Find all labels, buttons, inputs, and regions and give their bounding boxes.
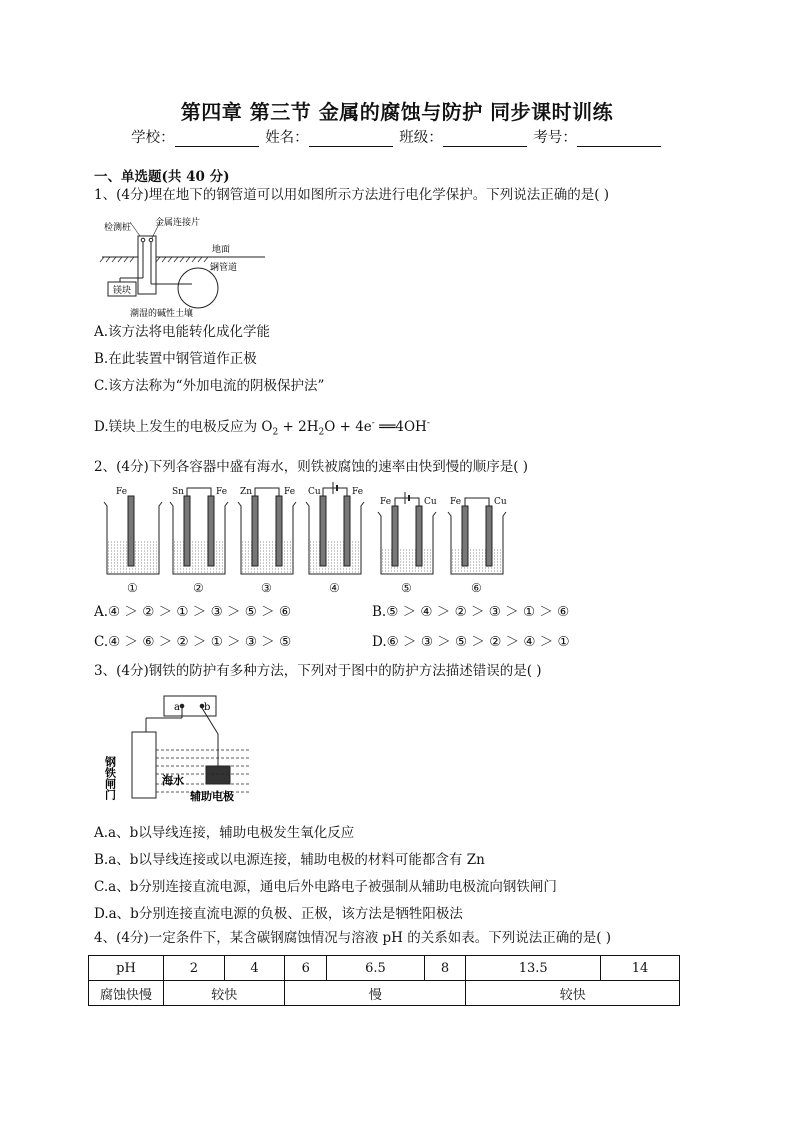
q4-table-row-rate	[89, 981, 680, 1006]
wire	[323, 488, 347, 496]
q2-stem: 2、(4分)下列各容器中盛有海水，则铁被腐蚀的速率由快到慢的顺序是( )	[94, 459, 529, 475]
label-soil: 潮湿的碱性土壤	[130, 309, 194, 319]
q1-option-a[interactable]: A.该方法将电能转化成化学能	[94, 324, 271, 340]
electrode	[344, 496, 350, 566]
wire	[187, 488, 211, 496]
q1-stem: 1、(4分)埋在地下的钢管道可以用如图所示方法进行电化学保护。下列说法正确的是( )	[94, 187, 610, 203]
electrode	[486, 506, 492, 566]
electrode	[184, 496, 190, 566]
q3-option-d[interactable]: D.a、b分别连接直流电源的负极、正极，该方法是牺牲阳极法	[94, 906, 463, 922]
label-ground: 地面	[212, 245, 231, 255]
electrode	[208, 496, 214, 566]
student-info	[0, 126, 794, 147]
ph-value: 8	[424, 956, 466, 981]
q3-label-aux: 辅助电极	[190, 790, 234, 803]
q1-d-sub2: 2	[318, 427, 325, 438]
number-blank[interactable]	[577, 132, 661, 147]
electrode	[320, 496, 326, 566]
ph-value: 6	[285, 956, 327, 981]
electrode-label: Fe	[450, 497, 462, 507]
wire	[395, 498, 419, 506]
q4-table	[88, 955, 680, 1006]
electrode-label: Fe	[216, 487, 228, 497]
q3-figure	[103, 692, 256, 807]
ph-header: pH	[89, 956, 164, 981]
name-blank[interactable]	[309, 132, 393, 147]
label-connector: 金属连接片	[155, 218, 201, 228]
rate-value: 较快	[466, 981, 680, 1006]
electrode	[416, 506, 422, 566]
electrode	[128, 496, 134, 566]
electrode	[392, 506, 398, 566]
class-label: 班级：	[399, 130, 443, 146]
beaker-number: ⑤	[401, 581, 412, 595]
class-blank[interactable]	[443, 132, 527, 147]
q1-d-part4: ══4OH	[374, 419, 427, 435]
q4-table-row-ph	[89, 956, 680, 981]
q1-d-sup1: -	[371, 418, 375, 429]
name-label: 姓名：	[265, 130, 309, 146]
q2-figure	[96, 484, 536, 596]
q1-d-sub1: 2	[272, 427, 279, 438]
q4-stem: 4、(4分)一定条件下，某含碳钢腐蚀情况与溶液 pH 的关系如表。下列说法正确的是( )	[94, 930, 612, 946]
rate-header: 腐蚀快慢	[89, 981, 164, 1006]
electrode-label: Cu	[424, 497, 437, 507]
q2-option-a[interactable]: A.④ ＞ ② ＞ ① ＞ ③ ＞ ⑤ ＞ ⑥	[94, 604, 292, 620]
q3-option-a[interactable]: A.a、b以导线连接，辅助电极发生氧化反应	[94, 825, 355, 841]
q3-label-gate: 钢铁闸门	[103, 756, 117, 800]
q1-option-d[interactable]	[94, 415, 430, 438]
electrode-label: Fe	[380, 497, 392, 507]
page-title: 第四章 第三节 金属的腐蚀与防护 同步课时训练	[180, 100, 614, 124]
label-mg: 镁块	[113, 286, 132, 296]
label-detector: 检测桩	[104, 223, 132, 233]
q3-label-a: a	[174, 702, 180, 713]
label-pipe: 钢管道	[210, 263, 238, 273]
ph-value: 6.5	[327, 956, 425, 981]
beaker-number: ①	[127, 581, 138, 595]
q3-stem: 3、(4分)钢铁的防护有多种方法，下列对于图中的防护方法描述错误的是( )	[94, 663, 542, 679]
ph-value: 13.5	[466, 956, 601, 981]
electrode-label: Zn	[240, 487, 253, 497]
electrode	[276, 496, 282, 566]
q1-option-b[interactable]: B.在此装置中钢管道作正极	[94, 351, 257, 367]
beaker-number: ③	[261, 581, 272, 595]
beaker-number: ⑥	[471, 581, 482, 595]
ph-value: 4	[224, 956, 285, 981]
q1-option-c[interactable]: C.该方法称为“外加电流的阴极保护法”	[94, 378, 325, 394]
q1-d-part1: D.镁块上发生的电极反应为 O	[94, 419, 273, 435]
q1-d-sup2: -	[426, 418, 430, 429]
electrode-label: Fe	[116, 487, 128, 497]
q1-d-part2: + 2H	[278, 419, 319, 435]
section-heading: 一、单选题(共 40 分)	[94, 169, 230, 185]
q3-label-b: b	[204, 702, 211, 713]
q2-option-d[interactable]: D.⑥ ＞ ③ ＞ ⑤ ＞ ② ＞ ④ ＞ ①	[372, 634, 570, 650]
electrode-label: Cu	[308, 487, 321, 497]
beaker-number: ②	[193, 581, 204, 595]
q3-label-sea: 海水	[162, 774, 184, 787]
ph-value: 14	[601, 956, 680, 981]
wire	[465, 498, 489, 506]
electrode-label: Sn	[172, 487, 184, 497]
wire	[255, 488, 279, 496]
rate-value: 慢	[285, 981, 466, 1006]
beaker-number: ④	[329, 581, 340, 595]
q2-option-c[interactable]: C.④ ＞ ⑥ ＞ ② ＞ ① ＞ ③ ＞ ⑤	[94, 634, 292, 650]
electrode-label: Fe	[352, 487, 364, 497]
electrode	[252, 496, 258, 566]
school-label: 学校：	[131, 130, 175, 146]
q1-d-part3: O + 4e	[324, 419, 372, 435]
q1-figure	[100, 212, 270, 320]
school-blank[interactable]	[175, 132, 259, 147]
ph-value: 2	[164, 956, 225, 981]
q3-option-b[interactable]: B.a、b以导线连接或以电源连接，辅助电极的材料可能都含有 Zn	[94, 852, 485, 868]
rate-value: 较快	[164, 981, 285, 1006]
q3-option-c[interactable]: C.a、b分别连接直流电源，通电后外电路电子被强制从辅助电极流向钢铁闸门	[94, 879, 557, 895]
number-label: 考号：	[533, 130, 577, 146]
electrode	[462, 506, 468, 566]
q2-option-b[interactable]: B.⑤ ＞ ④ ＞ ② ＞ ③ ＞ ① ＞ ⑥	[372, 604, 570, 620]
electrode-label: Cu	[494, 497, 507, 507]
electrode-label: Fe	[284, 487, 296, 497]
